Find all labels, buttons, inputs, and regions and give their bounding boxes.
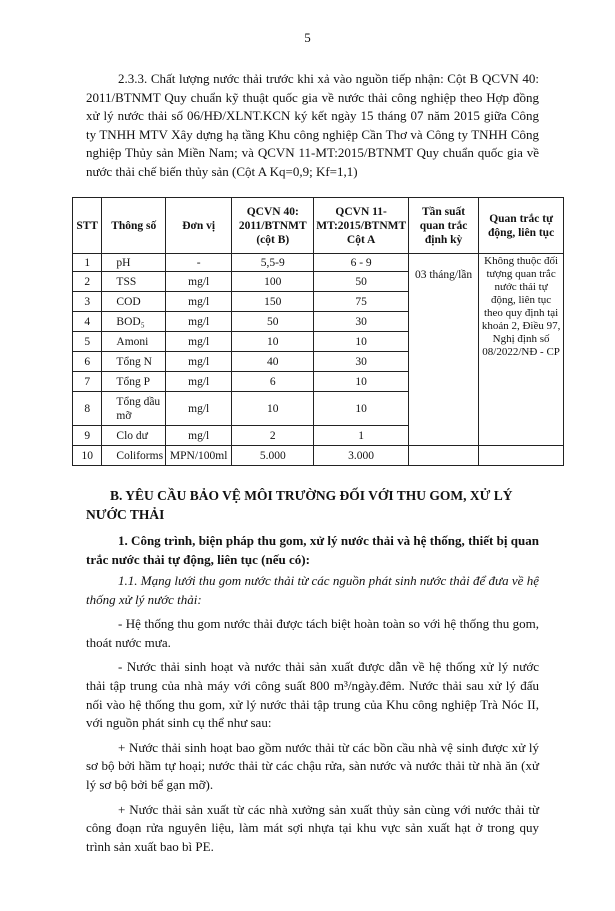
page-number: 5 [304,30,311,45]
header-auto-monitoring: Quan trắc tự động, liên tục [479,198,564,254]
cell-empty [408,446,478,466]
cell-qcvn40: 150 [232,292,314,312]
cell-unit: mg/l [166,272,232,292]
cell-param: BOD₅ [102,312,166,332]
header-stt: STT [73,198,102,254]
cell-param: Amoni [102,332,166,352]
cell-param: Tổng N [102,352,166,372]
header-qcvn11: QCVN 11-MT:2015/BTNMT Cột A [314,198,409,254]
cell-unit: - [166,254,232,272]
cell-param: pH [102,254,166,272]
cell-qcvn11: 6 - 9 [314,254,409,272]
cell-qcvn11: 1 [314,426,409,446]
paragraph-treatment-system: - Nước thải sinh hoạt và nước thải sản xuất được dẫn về hệ thống xử lý nước thải tập trung của nhà máy với công suất 800 m³/ngày.đêm. Nước thải sau xử lý đấu nối vào hệ thống thu gom, xử lý nước thải tập trung của Khu công nghiệp Trà Nóc II, với nguồn phát sinh cụ thể như sau: [86,659,539,731]
cell-param: Tổng dầu mỡ [102,392,166,426]
cell-auto-monitoring: Không thuộc đối tượng quan trắc nước thải tự động, liên tục theo quy định tại khoản 2, Điều 97, Nghị định số 08/2022/NĐ - CP [479,254,564,446]
paragraph-domestic-wastewater: + Nước thải sinh hoạt bao gồm nước thải từ các bồn cầu nhà vệ sinh được xử lý sơ bộ bởi hầm tự hoại; nước thải từ các chậu rửa, sàn nước và nước thải từ nhà ăn (xử lý sơ bộ bởi bể gạn mỡ). [86,739,539,792]
cell-qcvn11: 3.000 [314,446,409,466]
cell-stt: 6 [73,352,102,372]
table-row [73,446,564,466]
cell-qcvn40: 40 [232,352,314,372]
cell-unit: mg/l [166,426,232,446]
cell-qcvn40: 50 [232,312,314,332]
cell-qcvn40: 10 [232,332,314,352]
table-row [73,254,564,272]
cell-qcvn40: 2 [232,426,314,446]
cell-param: Clo dư [102,426,166,446]
cell-qcvn11: 10 [314,392,409,426]
cell-stt: 4 [73,312,102,332]
cell-unit: mg/l [166,392,232,426]
cell-qcvn11: 10 [314,372,409,392]
header-param: Thông số [102,198,166,254]
cell-stt: 10 [73,446,102,466]
cell-qcvn11: 10 [314,332,409,352]
body-text [86,572,539,862]
header-frequency: Tần suất quan trắc định kỳ [408,198,478,254]
cell-param: Coliforms [102,446,166,466]
cell-param: TSS [102,272,166,292]
cell-empty [479,446,564,466]
subsection-1-title: 1. Công trình, biện pháp thu gom, xử lý nước thải và hệ thống, thiết bị quan trắc nước thải tự động, liên tục (nếu có): [86,533,539,567]
cell-param: COD [102,292,166,312]
cell-qcvn11: 50 [314,272,409,292]
cell-unit: mg/l [166,292,232,312]
paragraph-collection-separation: - Hệ thống thu gom nước thải được tách biệt hoàn toàn so với hệ thống thu gom, thoát nước mưa. [86,616,539,650]
cell-stt: 3 [73,292,102,312]
cell-unit: mg/l [166,332,232,352]
cell-qcvn11: 30 [314,352,409,372]
cell-unit: mg/l [166,352,232,372]
cell-param: Tổng P [102,372,166,392]
cell-stt: 5 [73,332,102,352]
cell-unit: MPN/100ml [166,446,232,466]
intro-paragraph: 2.3.3. Chất lượng nước thải trước khi xả vào nguồn tiếp nhận: Cột B QCVN 40: 2011/BTNMT Quy chuẩn kỹ thuật quốc gia về nước thải công nghiệp theo Hợp đồng xử lý nước thải số 06/HĐ/XLNT.KCN ký kết ngày 15 tháng 07 năm 2015 giữa Công ty TNHH MTV Xây dựng hạ tầng Khu công nghiệp Cần Thơ và Công ty TNHH Công nghiệp Thủy sản Miền Nam; và QCVN 11-MT:2015/BTNMT Quy chuẩn quốc gia về nước thải chế biến thủy sản (Cột A Kq=0,9; Kf=1,1) [86,71,539,179]
cell-unit: mg/l [166,312,232,332]
cell-qcvn11: 30 [314,312,409,332]
cell-qcvn40: 100 [232,272,314,292]
cell-qcvn40: 5.000 [232,446,314,466]
cell-qcvn40: 6 [232,372,314,392]
cell-stt: 1 [73,254,102,272]
cell-frequency: 03 tháng/lần [408,254,478,446]
paragraph-production-wastewater: + Nước thải sản xuất từ các nhà xưởng sản xuất thủy sản cùng với nước thải từ công đoạn rửa nguyên liệu, làm mát sợi nhựa tại khu vực sản xuất hạt ở trong quy trình sản xuất bao bì PE. [86,801,539,854]
paragraph-1-1: 1.1. Mạng lưới thu gom nước thải từ các nguồn phát sinh nước thải để đưa về hệ thống xử lý nước thải: [86,573,539,607]
cell-unit: mg/l [166,372,232,392]
cell-qcvn40: 5,5-9 [232,254,314,272]
header-qcvn40: QCVN 40: 2011/BTNMT (cột B) [232,198,314,254]
section-b-title: B. YÊU CẦU BẢO VỆ MÔI TRƯỜNG ĐỐI VỚI THU GOM, XỬ LÝ NƯỚC THẢI [86,488,513,522]
cell-stt: 7 [73,372,102,392]
table-header-row [73,198,564,254]
cell-stt: 8 [73,392,102,426]
cell-qcvn11: 75 [314,292,409,312]
cell-stt: 2 [73,272,102,292]
cell-stt: 9 [73,426,102,446]
cell-qcvn40: 10 [232,392,314,426]
standards-table [72,197,564,466]
header-unit: Đơn vị [166,198,232,254]
